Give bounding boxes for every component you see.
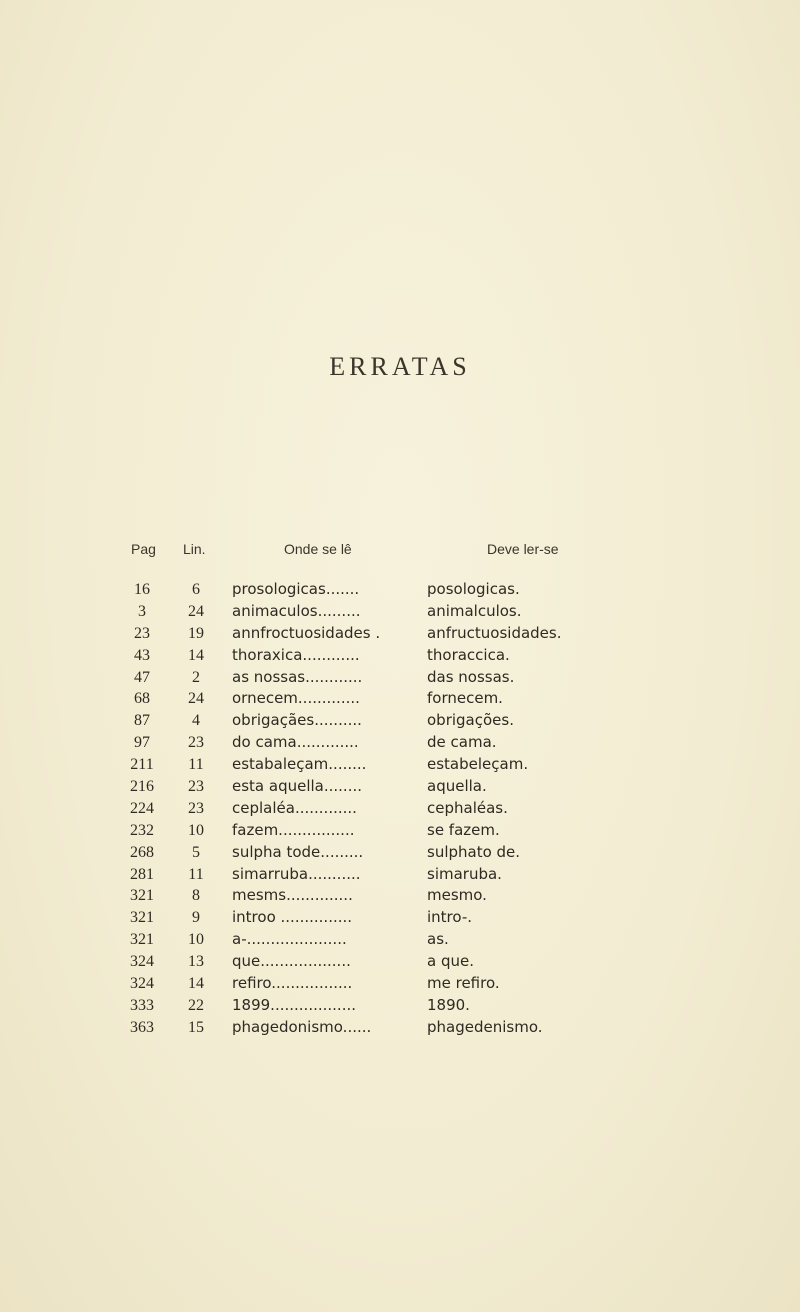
row-lin: 13 — [188, 953, 204, 971]
row-deve-ler-se: se fazem. — [427, 820, 500, 839]
table-row — [0, 929, 800, 951]
row-onde-se-le: estabaleçam........ — [232, 755, 367, 774]
table-row — [0, 667, 800, 689]
row-lin: 19 — [188, 624, 204, 642]
row-lin: 10 — [188, 931, 204, 949]
row-lin: 5 — [192, 843, 200, 861]
row-onde-se-le: ornecem............. — [232, 689, 360, 708]
errata-table — [0, 579, 800, 1039]
row-lin: 11 — [188, 865, 204, 883]
row-onde-se-le: 1899.................. — [232, 995, 356, 1014]
row-onde-se-le: prosologicas....... — [232, 580, 360, 598]
table-row — [0, 995, 800, 1017]
table-row — [0, 754, 800, 776]
table-row — [0, 842, 800, 864]
row-deve-ler-se: aquella. — [427, 777, 487, 796]
row-pag: 87 — [134, 712, 150, 730]
row-onde-se-le: fazem................ — [232, 820, 355, 839]
table-row — [0, 776, 800, 798]
table-row — [0, 601, 800, 623]
header-onde: Onde se lê — [284, 541, 352, 557]
row-lin: 9 — [192, 909, 200, 927]
row-pag: 232 — [130, 821, 154, 839]
table-row — [0, 864, 800, 886]
row-deve-ler-se: sulphato de. — [427, 842, 521, 861]
row-onde-se-le: animaculos......... — [232, 601, 361, 620]
row-onde-se-le: do cama............. — [232, 733, 359, 752]
row-onde-se-le: ceplaléa............. — [232, 798, 357, 817]
row-pag: 321 — [130, 931, 154, 949]
row-lin: 2 — [192, 668, 200, 686]
row-onde-se-le: obrigaçães.......... — [232, 711, 362, 730]
row-lin: 6 — [192, 581, 200, 598]
row-onde-se-le: thoraxica............ — [232, 645, 360, 664]
row-lin: 24 — [188, 602, 204, 620]
table-header — [0, 541, 800, 559]
row-deve-ler-se: das nossas. — [427, 667, 515, 686]
row-deve-ler-se: cephaléas. — [427, 798, 508, 817]
row-onde-se-le: esta aquella........ — [232, 777, 363, 796]
table-row — [0, 710, 800, 732]
row-lin: 11 — [188, 756, 204, 774]
row-onde-se-le: phagedonismo...... — [232, 1017, 372, 1036]
row-pag: 281 — [130, 865, 154, 883]
header-pag: Pag — [131, 541, 156, 557]
row-pag: 16 — [134, 581, 150, 598]
row-pag: 324 — [130, 975, 154, 993]
row-pag: 333 — [130, 996, 154, 1014]
row-onde-se-le: refiro................. — [232, 974, 353, 993]
row-onde-se-le: annfroctuosidades . — [232, 623, 381, 642]
row-lin: 14 — [188, 646, 204, 664]
row-deve-ler-se: me refiro. — [427, 974, 500, 993]
row-deve-ler-se: mesmo. — [427, 886, 487, 905]
row-pag: 321 — [130, 909, 154, 927]
row-deve-ler-se: intro-. — [427, 908, 473, 927]
row-onde-se-le: mesms.............. — [232, 886, 353, 905]
row-lin: 23 — [188, 799, 204, 817]
table-row — [0, 798, 800, 820]
row-onde-se-le: sulpha tode......... — [232, 842, 364, 861]
row-deve-ler-se: anfructuosidades. — [427, 623, 562, 642]
row-deve-ler-se: obrigações. — [427, 711, 514, 730]
table-row — [0, 732, 800, 754]
row-lin: 15 — [188, 1018, 204, 1036]
row-deve-ler-se: simaruba. — [427, 864, 502, 883]
row-onde-se-le: a-..................... — [232, 930, 347, 949]
row-lin: 23 — [188, 734, 204, 752]
table-row — [0, 885, 800, 907]
row-lin: 14 — [188, 975, 204, 993]
row-pag: 97 — [134, 734, 150, 752]
row-lin: 23 — [188, 778, 204, 796]
row-pag: 211 — [130, 756, 154, 774]
page-title: ERRATAS — [329, 352, 471, 381]
row-deve-ler-se: posologicas. — [427, 580, 520, 598]
table-row — [0, 623, 800, 645]
row-deve-ler-se: de cama. — [427, 733, 497, 752]
table-row — [0, 645, 800, 667]
row-deve-ler-se: phagedenismo. — [427, 1017, 543, 1036]
row-pag: 68 — [134, 690, 150, 708]
row-pag: 23 — [134, 624, 150, 642]
row-deve-ler-se: 1890. — [427, 995, 470, 1014]
table-row — [0, 907, 800, 929]
row-pag: 324 — [130, 953, 154, 971]
row-lin: 10 — [188, 821, 204, 839]
row-lin: 8 — [192, 887, 200, 905]
table-row — [0, 579, 800, 601]
row-deve-ler-se: a que. — [427, 952, 474, 971]
row-onde-se-le: que................... — [232, 952, 351, 971]
table-row — [0, 973, 800, 995]
header-deve: Deve ler-se — [487, 541, 559, 557]
row-pag: 363 — [130, 1018, 154, 1036]
header-lin: Lin. — [183, 541, 206, 557]
row-onde-se-le: simarruba........... — [232, 864, 361, 883]
row-pag: 224 — [130, 799, 154, 817]
row-deve-ler-se: estabeleçam. — [427, 755, 529, 774]
row-onde-se-le: as nossas............ — [232, 667, 363, 686]
table-row — [0, 1017, 800, 1039]
row-pag: 3 — [138, 602, 146, 620]
row-pag: 216 — [130, 778, 154, 796]
row-deve-ler-se: as. — [427, 930, 449, 949]
row-deve-ler-se: thoraccica. — [427, 645, 510, 664]
row-pag: 43 — [134, 646, 150, 664]
row-onde-se-le: introo ............... — [232, 908, 353, 927]
table-row — [0, 820, 800, 842]
table-row — [0, 688, 800, 710]
row-pag: 47 — [134, 668, 150, 686]
row-lin: 22 — [188, 996, 204, 1014]
row-pag: 321 — [130, 887, 154, 905]
row-pag: 268 — [130, 843, 154, 861]
row-lin: 4 — [192, 712, 200, 730]
row-deve-ler-se: fornecem. — [427, 689, 503, 708]
row-deve-ler-se: animalculos. — [427, 601, 522, 620]
table-row — [0, 951, 800, 973]
row-lin: 24 — [188, 690, 204, 708]
